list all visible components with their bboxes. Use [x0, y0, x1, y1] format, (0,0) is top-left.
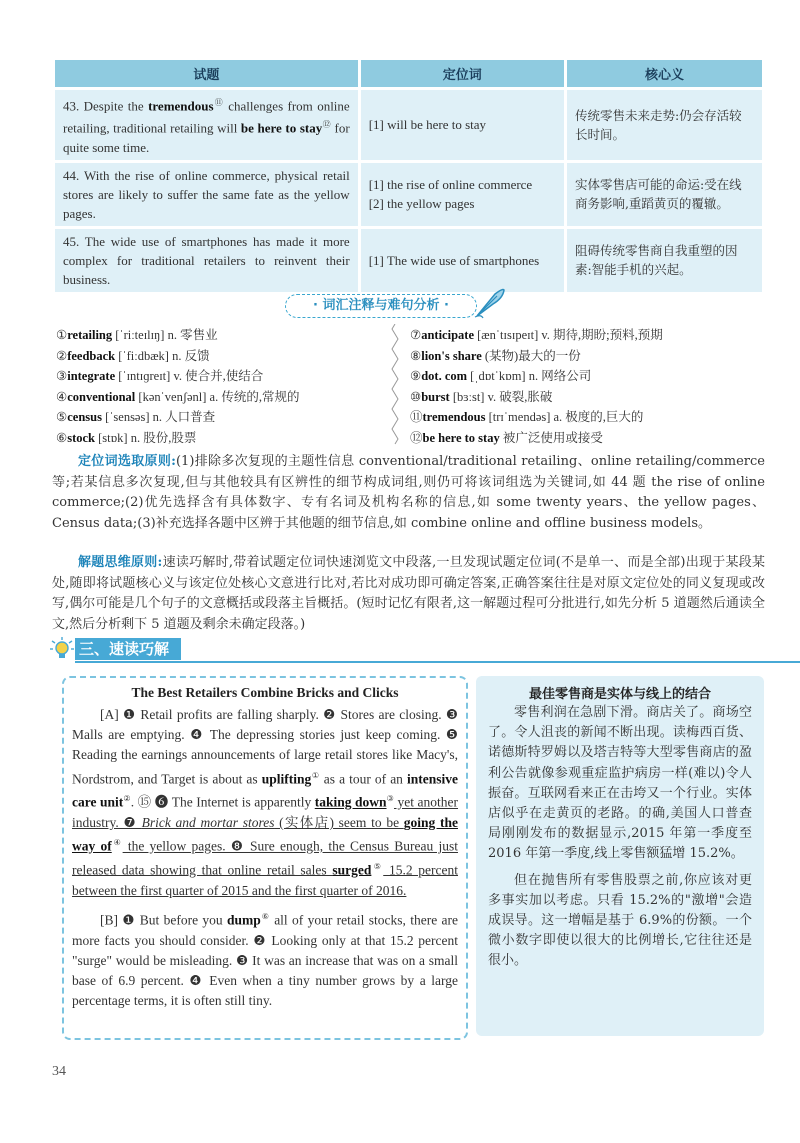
section-title: 三、速读巧解	[75, 638, 181, 660]
translation-paragraph-b: 但在抛售所有零售股票之前,你应该对更多事实加以考虑。只看 15.2%的"激增"会造成误导。这一增幅是基于 6.9%的份额。一个微小数字即使以很大的比例增长,它往往还是很小。	[488, 872, 752, 969]
vocab-item: ⑫be here to stay 被广泛使用或接受	[410, 430, 603, 445]
core-45: 阻碍传统零售商自我重塑的因素:智能手机的兴起。	[567, 229, 762, 292]
vocab-item: ③integrate [ˈɪntɪɡreɪt] v. 使合并,使结合	[56, 369, 264, 383]
vocab-item: ⑥stock [stɒk] n. 股份,股票	[56, 430, 197, 445]
vocab-title: · 词汇注释与难句分析 ·	[285, 294, 477, 318]
vocab-list-right	[410, 325, 770, 448]
feather-icon	[473, 286, 507, 320]
translation-box	[476, 676, 764, 1036]
section-header	[50, 635, 765, 663]
divider-zigzag	[391, 324, 399, 447]
translation-paragraph-a: 零售利润在急剧下滑。商店关了。商场空了。令人沮丧的新闻不断出现。读梅西百货、诺德斯特罗姆以及塔吉特等大型零售商店的盈利公告就像参观重症监护病房一样(难以)令人振奋。互联网看来正在击垮又一个行业。实体店似乎在走黄页的老路。的确,美国人口普查局刚刚发布的数据显示,2015 年第一季度至 2016 年第一季度,线上零售额猛增 15.2%。	[488, 705, 752, 862]
translation-body	[488, 703, 752, 972]
table-row	[55, 229, 762, 292]
vocab-item: ⑩burst [bɜːst] v. 破裂,胀破	[410, 389, 553, 404]
table-row	[55, 90, 762, 160]
passage-title: The Best Retailers Combine Bricks and Clicks	[131, 685, 399, 700]
question-45: 45. The wide use of smartphones has made it more complex for traditional retailers to reinvent their business.	[55, 229, 358, 292]
core-44: 实体零售店可能的命运:受在线商务影响,重蹈黄页的覆辙。	[567, 163, 762, 226]
vocab-item: ⑦anticipate [ænˈtɪsɪpeɪt] v. 期待,期盼;预料,预期	[410, 328, 663, 342]
vocab-item: ⑧lion's share (某物)最大的一份	[410, 348, 581, 363]
translation-title: 最佳零售商是实体与线上的结合	[528, 687, 711, 702]
vocab-item: ②feedback [ˈfiːdbæk] n. 反馈	[56, 348, 210, 363]
vocab-item: ⑨dot. com [ˌdɒtˈkɒm] n. 网络公司	[410, 369, 592, 383]
vocab-section-header	[0, 294, 800, 318]
locator-43: [1] will be here to stay	[361, 90, 564, 160]
section-divider	[75, 661, 800, 663]
lightbulb-icon	[50, 637, 74, 661]
questions-table	[52, 57, 765, 295]
page-number: 34	[52, 1064, 66, 1079]
table-row	[55, 163, 762, 226]
locator-44: [1] the rise of online commerce [2] the yellow pages	[361, 163, 564, 226]
paragraph-a: [A] ❶ Retail profits are falling sharply. ❷ Stores are closing. ❸ Malls are emptying. ❹ The depressing stories just keep coming. ❺ Reading the earnings announcements of large retail stores like Macy's, Nordstrom, and Target is about as uplifting① as a tour of an intensive care unit②. ⑮ ❻ The Internet is apparently taking down③ yet another industry. ❼ Brick and mortar stores (实体店) seem to be going the way of④ the yellow pages. ❽ Sure enough, the Census Bureau just released data showing that online retail sales surged⑤ 15.2 percent between the first quarter of 2015 and the first quarter of 2016.	[72, 707, 459, 898]
vocab-list-left	[56, 325, 386, 448]
question-44: 44. With the rise of online commerce, physical retail stores are likely to suffer the same fate as the yellow pages.	[55, 163, 358, 226]
core-43: 传统零售未来走势:仍会存活较长时间。	[567, 90, 762, 160]
english-passage-box	[62, 676, 468, 1040]
locator-principle-paragraph: 定位词选取原则:(1)排除多次复现的主题性信息 conventional/traditional retailing、online retailing/commerce 等;若某信息多次复现,但与其他较具有区辨性的细节构成词组,则仍可将该词组选为关键词,如 44 题 the rise of online commerce;(2)优先选择含有具体数字、专有名词及机构名称的信息,如 some twenty years、the yellow pages、Census data;(3)补充选择各题中区辨于其他题的细节信息,如 combine online and offline business models。	[52, 454, 765, 531]
question-43: 43. Despite the tremendous⑪ challenges from online retailing, traditional retailing will be here to stay⑫ for quite some time.	[55, 90, 358, 160]
table-header-row	[55, 60, 762, 87]
solving-principle-paragraph: 解题思维原则:速读巧解时,带着试题定位词快速浏览文中段落,一旦发现试题定位词(不是单一、而是全部)出现于某段某处,随即将试题核心义与该定位处核心文意进行比对,若比对成功即可确定答案,正确答案往往是对原文定位处的同义复现或改写,偶尔可能是几个句子的文意概括或段落主旨概括。(短时记忆有限者,这一解题过程可分批进行,如先分析 5 道题然后通读全文,然后分析剩下 5 道题及剩余未确定段落。)	[52, 555, 765, 632]
paragraph-b: [B] ❶ But before you dump⑥ all of your retail stocks, there are more facts you should consider. ❷ Looking only at that 15.2 percent "surge" would be misleading. ❸ It was an increase that was on a small base of 6.9 percent. ❹ Even when a tiny number grows by a large percentage terms, it is often still tiny.	[72, 911, 459, 1009]
vocab-item: ④conventional [kənˈvenʃənl] a. 传统的,常规的	[56, 389, 300, 404]
header-core: 核心义	[567, 60, 762, 87]
vocab-item: ⑤census [ˈsensəs] n. 人口普查	[56, 410, 216, 424]
header-question: 试题	[55, 60, 358, 87]
header-locator: 定位词	[361, 60, 564, 87]
vocab-item: ⑪tremendous [trɪˈmendəs] a. 极度的,巨大的	[410, 410, 644, 424]
vocab-item: ①retailing [ˈriːteɪlɪŋ] n. 零售业	[56, 328, 218, 342]
passage-body	[72, 705, 458, 1011]
locator-45: [1] The wide use of smartphones	[361, 229, 564, 292]
